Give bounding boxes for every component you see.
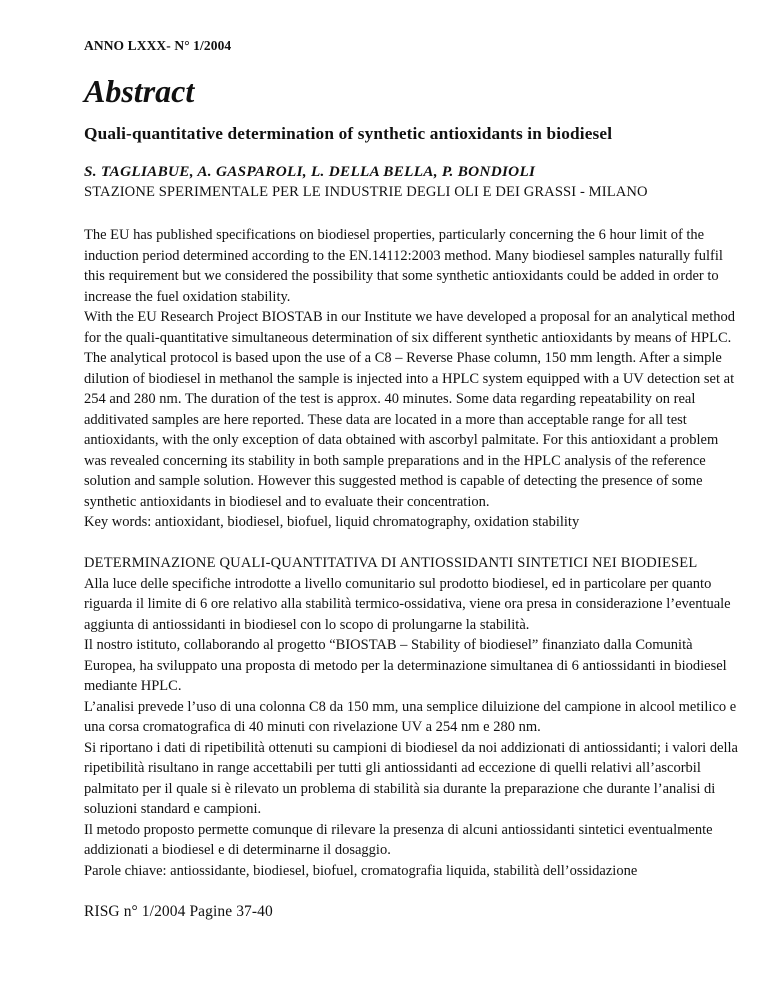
- abstract-it-paragraph-4: Si riportano i dati di ripetibilità ottenuti su campioni di biodiesel da noi addizionati di antiossidanti; i valori della ripetibilità risultano in range accettabili per tutti gli antiossidanti ad eccezione di quelli relativi all’ascorbil palmitato per il quale si è rilevato un problema di stabilità sia durante la preparazione che durante l’analisi di soluzioni standard e campioni.: [84, 739, 738, 817]
- abstract-it-paragraph-1: Alla luce delle specifiche introdotte a livello comunitario sul prodotto biodiesel, ed in particolare per quanto riguarda il limite di 6 ore relativo alla stabilità termico-ossidativa, viene ora presa in considerazione l’eventuale aggiunta di antiossidanti in biodiesel con lo scopo di prolungarne la stabilità.: [84, 575, 731, 633]
- keywords-en: Key words: antioxidant, biodiesel, biofuel, liquid chromatography, oxidation stability: [84, 514, 580, 530]
- abstract-it-paragraph-2: Il nostro istituto, collaborando al progetto “BIOSTAB – Stability of biodiesel” finanziato dalla Comunità Europea, ha sviluppato una proposta di metodo per la determinazione simultanea di 6 antiossidanti in biodiesel mediante HPLC.: [84, 637, 727, 694]
- abstract-heading: Abstract: [84, 73, 195, 109]
- abstract-en-paragraph-3: The analytical protocol is based upon the use of a C8 – Reverse Phase column, 150 mm length. After a simple dilution of biodiesel in methanol the sample is injected into a HPLC system equipped with a UV detection set at 254 and 280 nm. The duration of the test is approx. 40 minutes. Some data regarding repeatability on real additivated samples are here reported. These data are located in a more than acceptable range for all test antioxidants, with the only exception of data obtained with ascorbyl palmitate. For this antioxidant a problem was revealed concerning its stability in both sample preparations and in the HPLC analysis of the reference solution and sample solution. However this suggested method is capable of detecting the presence of some synthetic antioxidants in biodiesel and to evaluate their concentration.: [84, 350, 735, 510]
- issue-header: ANNO LXXX- N° 1/2004: [84, 38, 232, 53]
- citation-footer: RISG n° 1/2004 Pagine 37-40: [84, 903, 273, 920]
- abstract-it-paragraph-5: Il metodo proposto permette comunque di rilevare la presenza di alcuni antiossidanti sintetici eventualmente addizionati a biodiesel e di determinarne il dosaggio.: [84, 821, 713, 858]
- abstract-italian: [84, 553, 740, 881]
- keywords-it: Parole chiave: antiossidante, biodiesel, biofuel, cromatografia liquida, stabilità dell’ossidazione: [84, 862, 638, 879]
- article-title: Quali-quantitative determination of synthetic antioxidants in biodiesel: [84, 124, 613, 143]
- abstract-en-paragraph-1: The EU has published specifications on biodiesel properties, particularly concerning the 6 hour limit of the induction period determined according to the EN.14112:2003 method. Many biodiesel samples naturally fulfil this requirement but we considered the possibility that some synthetic antioxidants could be added in order to increase the fuel oxidation stability.: [84, 227, 723, 305]
- italian-title: DETERMINAZIONE QUALI-QUANTITATIVA DI ANTIOSSIDANTI SINTETICI NEI BIODIESEL: [84, 555, 698, 571]
- authors-line: S. TAGLIABUE, A. GASPAROLI, L. DELLA BELLA, P. BONDIOLI: [84, 163, 536, 180]
- abstract-it-paragraph-3: L’analisi prevede l’uso di una colonna C8 da 150 mm, una semplice diluizione del campione in alcool metilico e una corsa cromatografica di 40 minuti con rivelazione UV a 254 nm e 280 nm.: [84, 698, 737, 735]
- affiliation-line: STAZIONE SPERIMENTALE PER LE INDUSTRIE DEGLI OLI E DEI GRASSI - MILANO: [84, 184, 648, 200]
- abstract-en-paragraph-2: With the EU Research Project BIOSTAB in our Institute we have developed a proposal for an analytical method for the quali-quantitative simultaneous determination of six different synthetic antioxidants by means of HPLC.: [84, 309, 735, 346]
- abstract-english: [84, 225, 740, 533]
